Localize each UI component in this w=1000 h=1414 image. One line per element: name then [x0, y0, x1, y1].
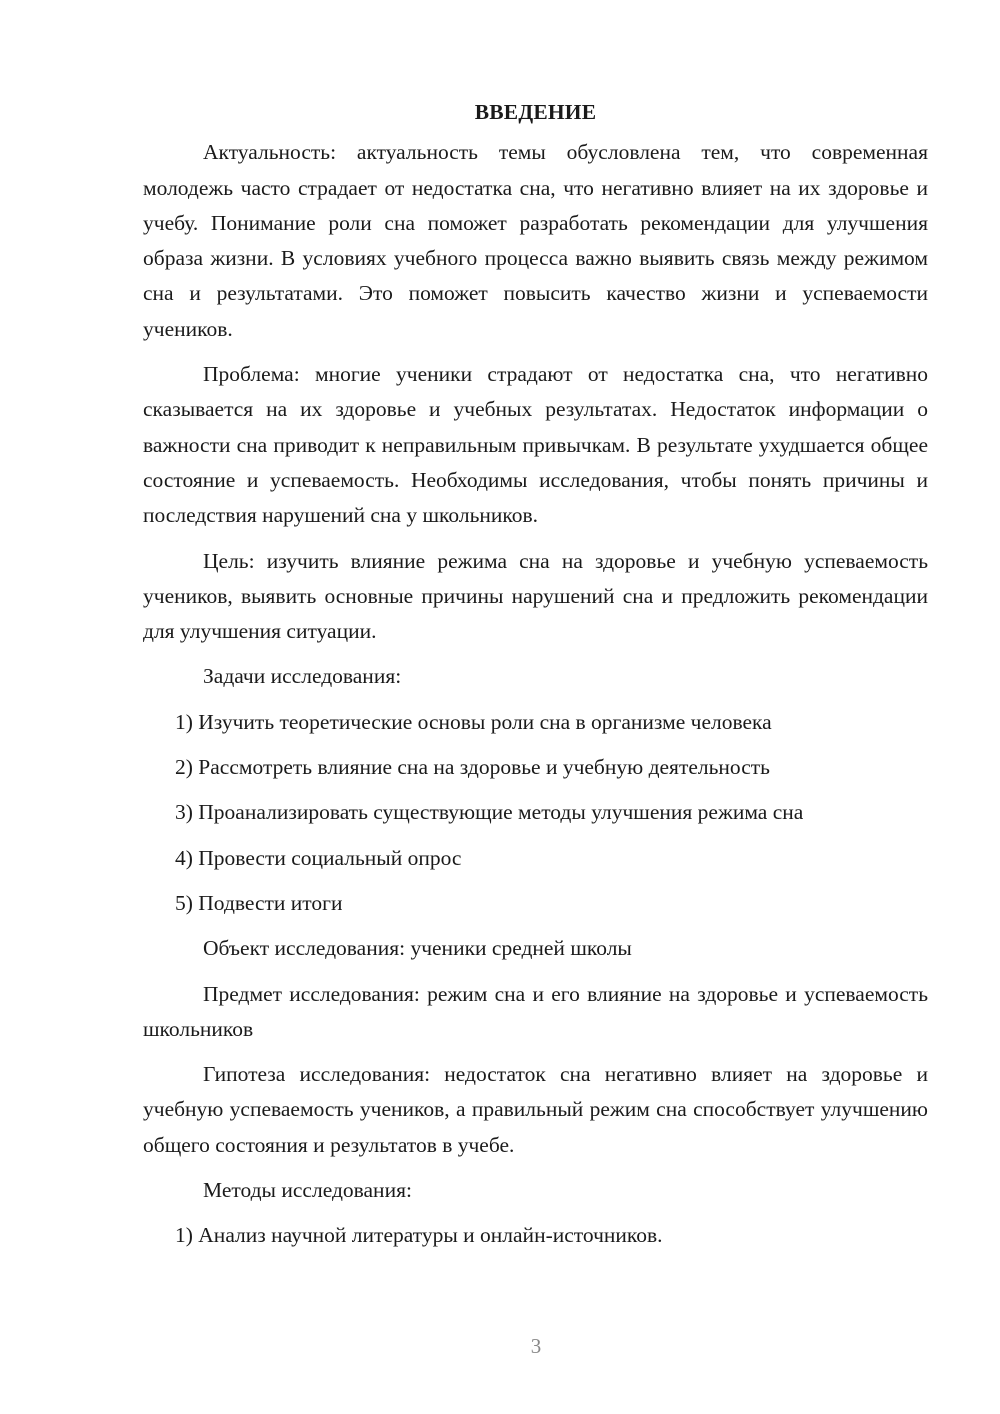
problem-paragraph: Проблема: многие ученики страдают от недостатка сна, что негативно сказывается на их здоровье и учебных результатах. Недостаток информации о важности сна приводит к неправильным привычкам. В результате ухудшается общее состояние и успеваемость. Необходимы исследования, чтобы понять причины и последствия нарушений сна у школьников. [143, 362, 928, 528]
goal-paragraph: Цель: изучить влияние режима сна на здоровье и учебную успеваемость учеников, выявить основные причины нарушений сна и предложить рекомендации для улучшения ситуации. [143, 548, 928, 644]
tasks-heading: Задачи исследования: [203, 664, 402, 689]
task-item-1: 1) Изучить теоретические основы роли сна в организме человека [175, 709, 772, 734]
relevance-paragraph: Актуальность: актуальность темы обусловлена тем, что современная молодежь часто страдает от недостатка сна, что негативно влияет на их здоровье и учебу. Понимание роли сна поможет разработать рекомендации для улучшения образа жизни. В условиях учебного процесса важно выявить связь между режимом сна и результатами. Это поможет повысить качество жизни и успеваемости учеников. [143, 140, 928, 341]
page-number: 3 [530, 1334, 542, 1358]
task-item-2: 2) Рассмотреть влияние сна на здоровье и учебную деятельность [175, 755, 770, 780]
methods-heading: Методы исследования: [203, 1178, 412, 1203]
task-item-4: 4) Провести социальный опрос [175, 845, 462, 870]
hypothesis-paragraph: Гипотеза исследования: недостаток сна негативно влияет на здоровье и учебную успеваемость учеников, а правильный режим сна способствует улучшению общего состояния и результатов в учебе. [143, 1062, 928, 1157]
subject-paragraph: Предмет исследования: режим сна и его влияние на здоровье и успеваемость школьников [143, 981, 928, 1041]
document-body [143, 95, 928, 1264]
object-paragraph: Объект исследования: ученики средней школы [203, 936, 632, 961]
method-item-1: 1) Анализ научной литературы и онлайн-источников. [175, 1223, 663, 1248]
section-title: ВВЕДЕНИЕ [474, 100, 597, 124]
task-item-3: 3) Проанализировать существующие методы улучшения режима сна [175, 800, 804, 825]
task-item-5: 5) Подвести итоги [175, 890, 343, 915]
